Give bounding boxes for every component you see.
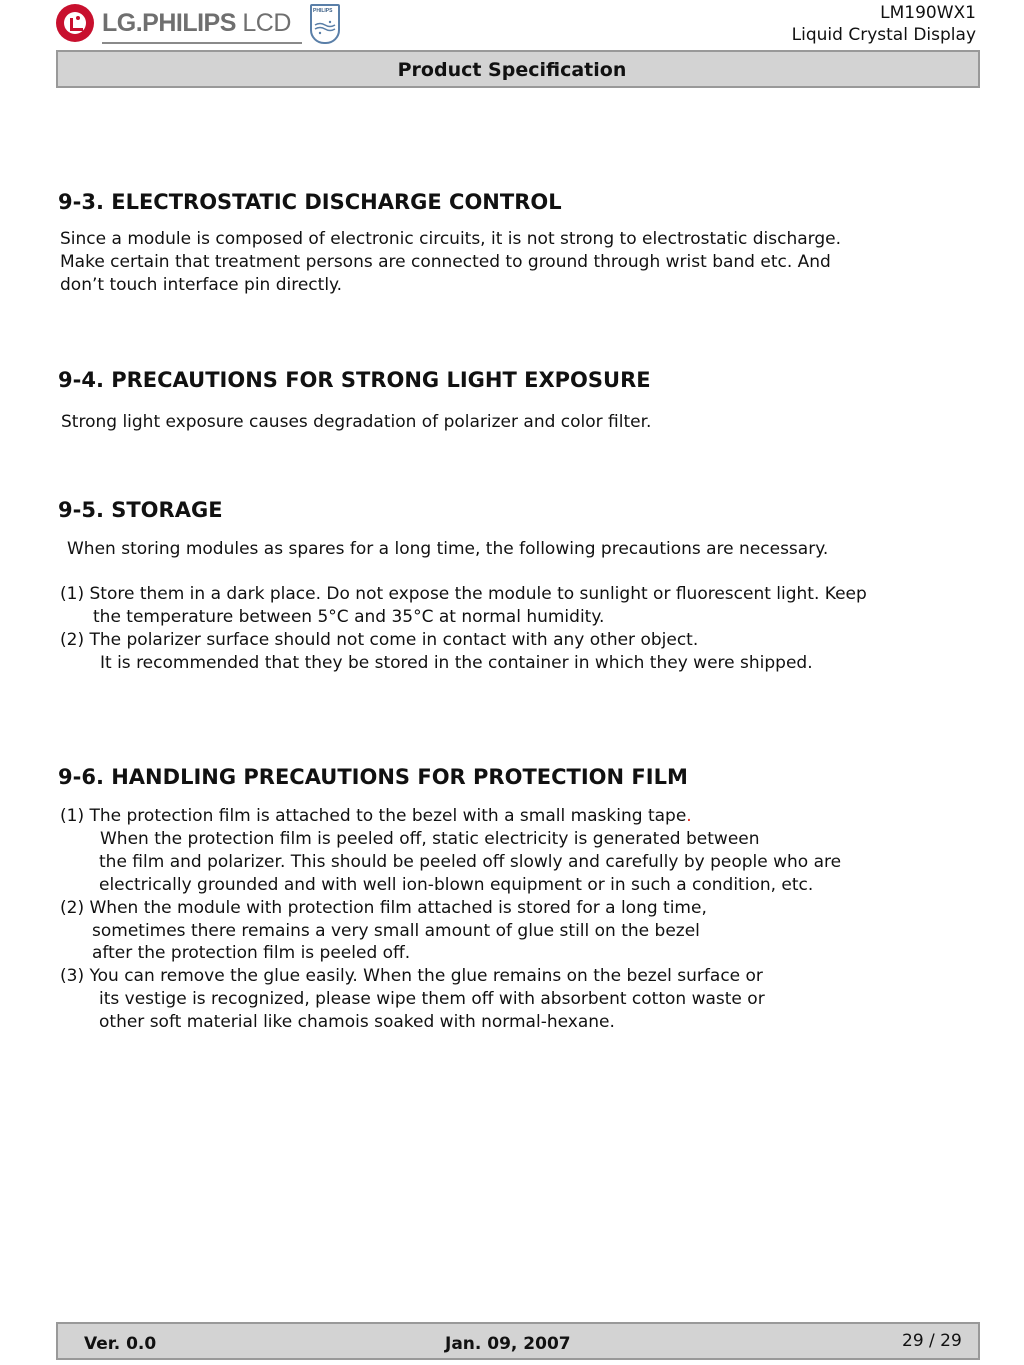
model-number: LM190WX1 [880, 3, 976, 23]
logo-underline [102, 42, 302, 44]
page-number: 29 / 29 [902, 1331, 962, 1351]
storage-item-1: (1) Store them in a dark place. Do not expose the module to sunlight or fluorescent light. Keep [60, 584, 867, 604]
logo-wordmark [102, 9, 291, 38]
film-item-2: (2) When the module with protection film attached is stored for a long time, [60, 898, 707, 918]
section-heading-storage: 9-5. STORAGE [58, 498, 223, 522]
document-subtitle: Liquid Crystal Display [791, 25, 976, 45]
film-line-3: the film and polarizer. This should be peeled off slowly and carefully by people who are [99, 852, 842, 872]
philips-waves-icon [314, 20, 336, 36]
company-logo [56, 4, 346, 48]
footer-bar [56, 1322, 980, 1360]
storage-item-2-cont: It is recommended that they be stored in the container in which they were shipped. [100, 653, 813, 673]
storage-intro: When storing modules as spares for a long time, the following precautions are necessary. [67, 539, 829, 559]
esd-line-2: Make certain that treatment persons are connected to ground through wrist band etc. And [60, 252, 831, 272]
esd-line-3: don’t touch interface pin directly. [60, 275, 343, 295]
film-line-2: When the protection film is peeled off, static electricity is generated between [100, 829, 760, 849]
footer-date: Jan. 09, 2007 [445, 1334, 571, 1354]
film-item-1-end: . [686, 806, 692, 826]
footer-version: Ver. 0.0 [84, 1334, 157, 1354]
film-item-3: (3) You can remove the glue easily. When the glue remains on the bezel surface or [60, 966, 763, 986]
film-line-10: other soft material like chamois soaked with normal-hexane. [99, 1012, 615, 1032]
film-line-6: sometimes there remains a very small amount of glue still on the bezel [92, 921, 700, 941]
film-line-4: electrically grounded and with well ion-blown equipment or in such a condition, etc. [99, 875, 814, 895]
logo-brand-text: LG.PHILIPS [102, 9, 236, 37]
esd-line-1: Since a module is composed of electronic circuits, it is not strong to electrostatic discharge. [60, 229, 841, 249]
film-line-9: its vestige is recognized, please wipe them off with absorbent cotton waste or [99, 989, 765, 1009]
title-bar [56, 50, 980, 88]
page-title: Product Specification [397, 59, 627, 81]
storage-item-2: (2) The polarizer surface should not come in contact with any other object. [60, 630, 699, 650]
film-item-1 [60, 805, 692, 828]
film-line-7: after the protection film is peeled off. [92, 943, 411, 963]
philips-badge-text: PHILIPS [313, 8, 333, 14]
section-heading-esd: 9-3. ELECTROSTATIC DISCHARGE CONTROL [58, 190, 562, 214]
storage-item-1-cont: the temperature between 5°C and 35°C at normal humidity. [93, 607, 605, 627]
logo-suffix-text: LCD [242, 9, 291, 37]
lg-face-icon [56, 4, 94, 42]
section-heading-film: 9-6. HANDLING PRECAUTIONS FOR PROTECTION FILM [58, 765, 688, 789]
film-item-1-text: (1) The protection film is attached to the bezel with a small masking tape [60, 806, 687, 826]
section-heading-light: 9-4. PRECAUTIONS FOR STRONG LIGHT EXPOSURE [58, 368, 651, 392]
light-line-1: Strong light exposure causes degradation of polarizer and color filter. [61, 412, 652, 432]
